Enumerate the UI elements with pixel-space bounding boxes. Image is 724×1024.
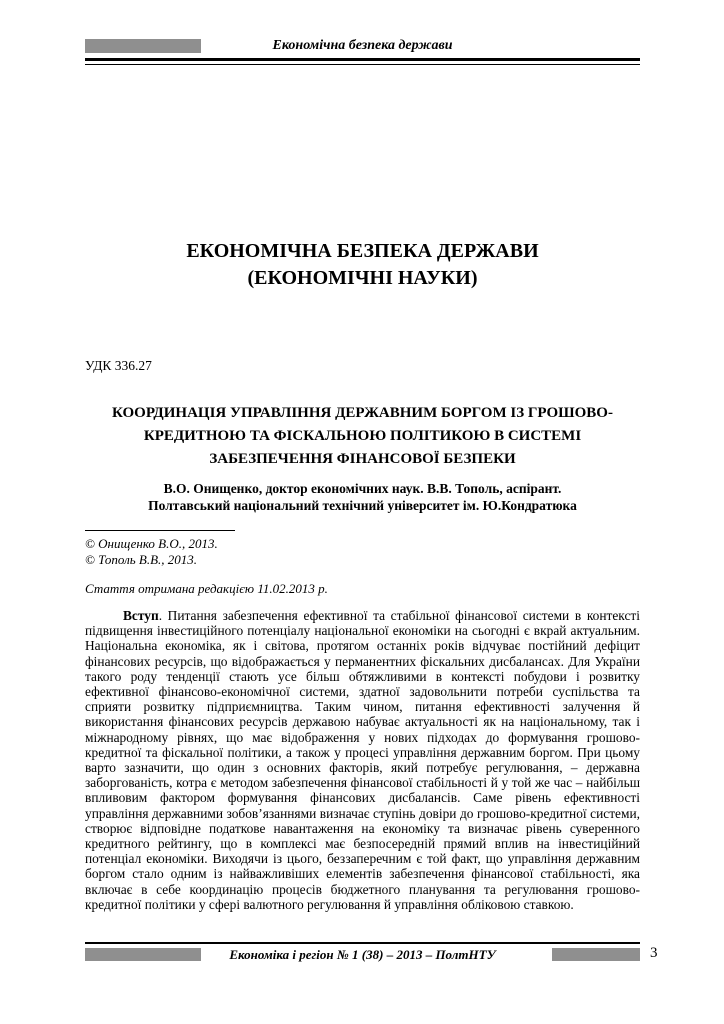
copyright-block [85,536,218,568]
intro-text: . Питання забезпечення ефективної та стабільної фінансової системи в контексті підвищення інвестиційного потенціалу національної економіки на сьогодні є вкрай актуальним. Національна економіка, як і світова, протягом останніх років відчуває постійний дефіцит фінансових ресурсів, що відображається у перманентних фіскальних дисбалансах. Для України такого роду тенденції стають усе більш обтяжливими в контексті побудови і розвитку ефективної фінансово-економічної системи, здатної задовольнити потреби суспільства та сприяти розвитку підприємництва. Таким чином, питання ефективності залучення й використання фінансових ресурсів державою набуває актуальності як на національному, так і міжнародному рівнях, що має відображення у нових підходах до формування грошово-кредитної та фіскальної політики, а також у процесі управління державним боргом. При цьому варто зазначити, що один з основних факторів, який потребує регулювання, – державна заборгованість, котра є методом забезпечення фінансової стабільності й у той же час – найбільш впливовим фактором формування фінансових дисбалансів. Саме рівень ефективності управління державними зобов’язаннями визначає ступінь довіри до грошово-кредитної системи, створює відповідне податкове навантаження на економіку та визначає рівень суверенного кредитного рейтингу, що в комплексі має безпосередній прямий вплив на інвестиційний потенціал економіки. Виходячи із цього, беззаперечним є той факт, що управління державним боргом стало одним із найважливіших елементів забезпечення фінансової стабільності, яка включає в себе координацію процесів бюджетного планування та регулювання грошово-кредитної політики у сфері валютного регулювання й управління обліковою ставкою. [85,608,640,912]
copyright-line2: © Тополь В.В., 2013. [85,552,198,567]
footer-journal-title: Економіка і регіон № 1 (38) – 2013 – ПолтНТУ [229,947,496,962]
udc-code: УДК 336.27 [85,358,152,373]
header-title: Економічна безпека держави [272,38,453,53]
footer-decoration-bar-left [85,948,201,961]
header-rule [85,58,640,65]
intro-label: Вступ [123,608,159,623]
section-title-line1: ЕКОНОМІЧНА БЕЗПЕКА ДЕРЖАВИ [186,240,539,262]
header-decoration-bar [85,39,201,53]
page-footer [85,942,640,966]
header-row [85,36,640,56]
section-title [85,238,640,292]
received-date: Стаття отримана редакцією 11.02.2013 р. [85,581,328,596]
authors-line2: Полтавський національний технічний університет ім. Ю.Кондратюка [148,498,577,513]
article-authors [85,480,640,514]
authors-line1: В.О. Онищенко, доктор економічних наук. В.В. Тополь, аспірант. [163,481,562,496]
page-number: 3 [650,945,658,961]
footer-decoration-bar-right [552,948,640,961]
article-title: КООРДИНАЦІЯ УПРАВЛІННЯ ДЕРЖАВНИМ БОРГОМ ІЗ ГРОШОВО-КРЕДИТНОЮ ТА ФІСКАЛЬНОЮ ПОЛІТИКОЮ В СИСТЕМІ ЗАБЕЗПЕЧЕННЯ ФІНАНСОВОЇ БЕЗПЕКИ [112,405,613,467]
page-header [85,36,640,65]
copyright-line1: © Онищенко В.О., 2013. [85,536,218,551]
copyright-rule [85,530,235,531]
intro-paragraph [85,608,640,912]
footer-row [85,944,640,966]
section-title-line2: (ЕКОНОМІЧНІ НАУКИ) [247,267,478,289]
